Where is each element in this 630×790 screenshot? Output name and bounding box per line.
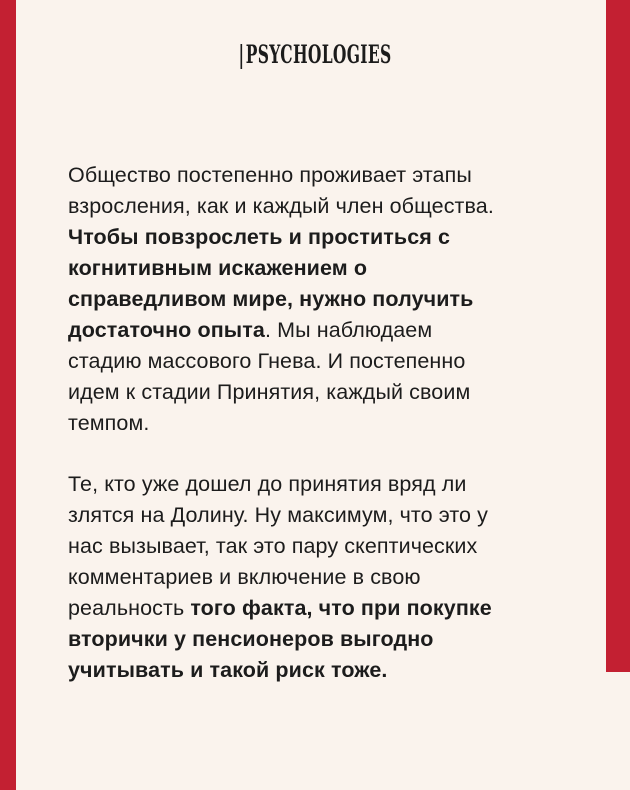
right-accent-bar <box>606 0 630 672</box>
article-body <box>68 160 508 686</box>
paragraph <box>68 160 508 439</box>
brand-mark: | <box>238 40 245 69</box>
text-run-bold: Чтобы повзрослеть и проститься с когнитивным искажением о справедливом мире, нужно получить достаточно опыта <box>68 225 474 342</box>
text-run: Те, кто уже дошел до принятия вряд ли злятся на Долину. Ну максимум, что это у нас вызывает, так это пару скептических комментариев и включение в свою реальность <box>68 472 489 620</box>
left-accent-bar <box>0 0 16 790</box>
brand-title <box>120 40 511 69</box>
brand-name: PSYCHOLOGIES <box>245 40 392 69</box>
text-run: . Мы наблюдаем стадию массового Гнева. И постепенно идем к стадии Принятия, каждый своим темпом. <box>68 318 471 435</box>
paragraph <box>68 469 508 686</box>
text-run: Общество постепенно проживает этапы взросления, как и каждый член общества. <box>68 163 494 218</box>
text-run-bold: того факта, что при покупке вторички у пенсионеров выгодно учитывать и такой риск тоже. <box>68 596 492 682</box>
